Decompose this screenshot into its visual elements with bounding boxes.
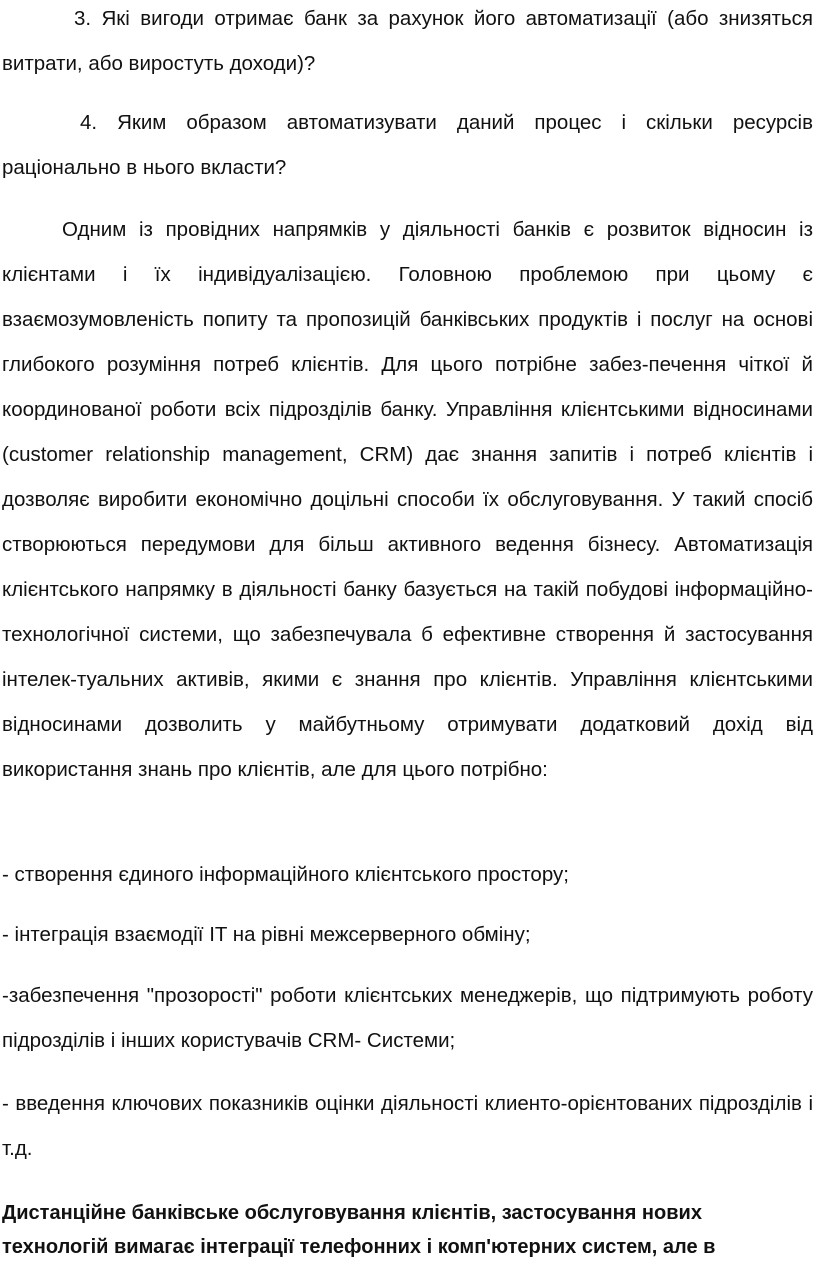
main-paragraph: Одним із провідних напрямків у діяльності банків є розвиток відносин із клієнтами і їх індивідуалізацією. Головною проблемою при цьому є взаємозумовленість попиту та пропозицій банківських продуктів і послуг на основі глибокого розуміння потреб клієнтів. Для цього потрібне забез-печення чіткої й координованої роботи всіх підрозділів банку. Управління клієнтськими відносинами (customer relationship management, CRM) дає знання запитів і потреб клієнтів і дозволяє виробити економічно доцільні способи їх обслуговування. У такий спосіб створюються передумови для більш активного ведення бізнесу. Автоматизація клієнтського напрямку в діяльності банку базується на такій побудові інформаційно-технологічної системи, що забезпечувала б ефективне створення й застосування інтелек-туальних активів, якими є знання про клієнтів. Управління клієнтськими відносинами дозволить у майбутньому отримувати додатковий дохід від використання знань про клієнтів, але для цього потрібно: — [2, 218, 813, 781]
list-item: - введення ключових показників оцінки діяльності клиенто-орієнтованих підрозділів і т.д. — [2, 1092, 813, 1160]
question-4: 4. Яким образом автоматизувати даний процес і скільки ресурсів раціонально в нього вкласти? — [2, 111, 813, 179]
list-item: - інтеграція взаємодії IT на рівні межсерверного обміну; — [2, 923, 531, 946]
list-item: -забезпечення "прозорості" роботи клієнтських менеджерів, що підтримують роботу підрозділів і інших користувачів CRM- Системи; — [2, 984, 813, 1052]
bold-paragraph: Дистанційне банківське обслуговування клієнтів, застосування нових технологій вимагає інтеграції телефонних і комп'ютерних систем, але в — [2, 1202, 716, 1258]
question-3: 3. Які вигоди отримає банк за рахунок його автоматизації (або знизяться витрати, або виростуть доходи)? — [2, 7, 813, 75]
list-item: - створення єдиного інформаційного клієнтського простору; — [2, 863, 569, 886]
